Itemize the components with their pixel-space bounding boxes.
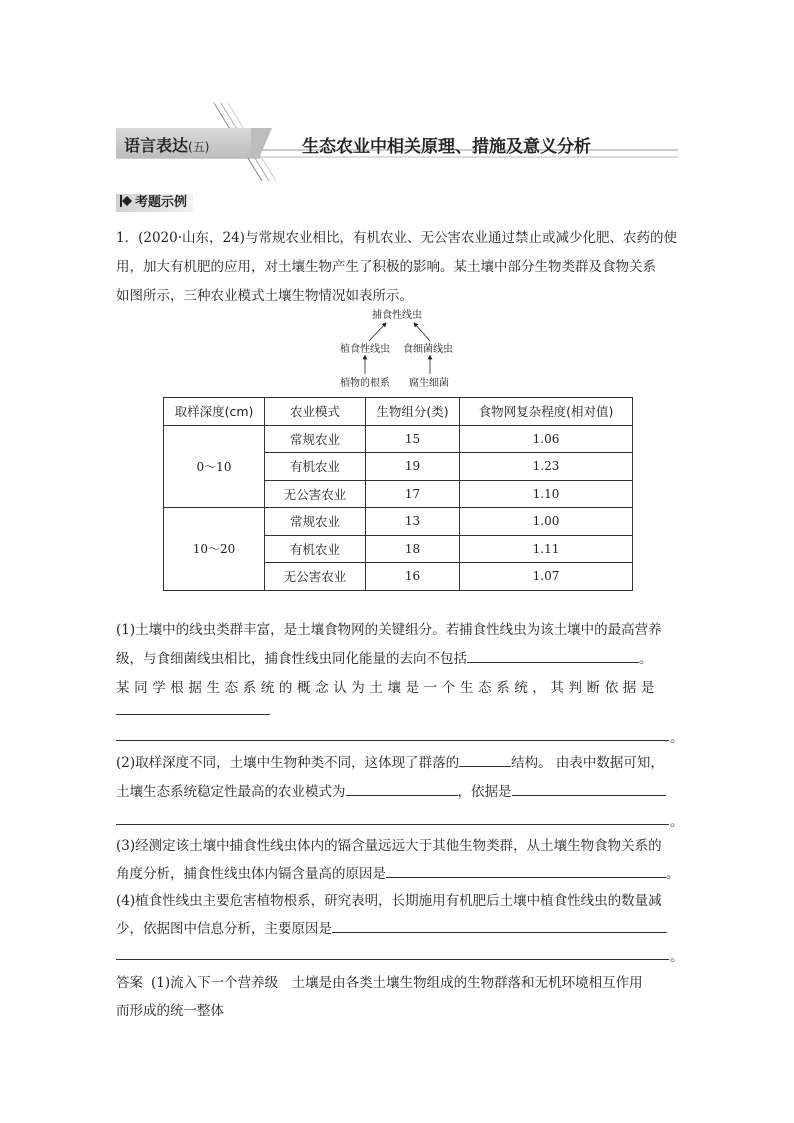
page-title: 生态农业中相关原理、措施及意义分析	[302, 137, 591, 157]
answer-text: (1)流入下一个营养级 土壤是由各类土壤生物组成的生物群落和无机环境相互作用	[151, 975, 643, 991]
part4-line-2-text: 少，依据图中信息分析，主要原因是	[116, 921, 332, 937]
answer-blank[interactable]	[116, 740, 669, 741]
count-cell: 19	[366, 453, 460, 481]
mode-cell: 无公害农业	[265, 563, 366, 591]
table-row	[164, 425, 633, 453]
answer-blank[interactable]	[512, 781, 666, 796]
diagram-arrow	[369, 324, 385, 341]
diagram-node-saprophytic-bacteria: 腐生细菌	[409, 378, 449, 389]
count-cell: 15	[366, 425, 460, 453]
answer-blank[interactable]	[332, 918, 667, 933]
part3-line-1: (3)经测定该土壤中捕食性线虫体内的镉含量远远大于其他生物类群，从土壤生物食物关系的	[116, 838, 662, 854]
depth-cell: 0～10	[164, 425, 265, 508]
part2-line-2	[116, 780, 666, 800]
mode-cell: 常规农业	[265, 425, 366, 453]
depth-cell: 10～20	[164, 508, 265, 591]
complexity-cell: 1.23	[460, 453, 633, 481]
answer-label: 答案	[116, 975, 143, 991]
count-cell: 17	[366, 480, 460, 508]
count-cell: 16	[366, 563, 460, 591]
part4-line-1: (4)植食性线虫主要危害植物根系，研究表明，长期施用有机肥后土壤中植食性线虫的数量减	[116, 893, 662, 909]
answer-blank[interactable]	[467, 648, 639, 663]
question-intro-line-3: 如图所示，三种农业模式土壤生物情况如表所示。	[116, 288, 413, 304]
mode-cell: 有机农业	[265, 453, 366, 481]
mode-cell: 有机农业	[265, 535, 366, 563]
table-header-cell: 取样深度(cm)	[164, 398, 265, 426]
period: 。	[670, 814, 684, 830]
part2-line-1a: (2)取样深度不同，土壤中生物种类不同，这体现了群落的	[116, 755, 460, 771]
complexity-cell: 1.10	[460, 480, 633, 508]
period: 。	[639, 651, 653, 667]
complexity-cell: 1.07	[460, 563, 633, 591]
table-header-cell: 农业模式	[265, 398, 366, 426]
answer-blank[interactable]	[346, 781, 458, 796]
part2-line-2b: ，依据是	[457, 784, 512, 800]
part3-line-2-text: 角度分析，捕食性线虫体内镉含量高的原因是	[116, 866, 386, 882]
diamond-icon	[120, 194, 132, 208]
answer-line-1	[116, 971, 643, 991]
answer-line-2: 而形成的统一整体	[116, 1003, 224, 1019]
banner-label-text: 语言表达	[124, 136, 189, 155]
food-web-diagram	[335, 306, 465, 390]
count-cell: 18	[366, 535, 460, 563]
table-header-cell: 食物网复杂程度(相对值)	[460, 398, 633, 426]
answer-blank[interactable]	[116, 959, 669, 960]
complexity-cell: 1.06	[460, 425, 633, 453]
answer-blank[interactable]	[116, 714, 270, 715]
mode-cell: 常规农业	[265, 508, 366, 536]
table-row	[164, 508, 633, 536]
part2-line-1b: 结构。 由表中数据可知，	[511, 755, 664, 771]
answer-blank[interactable]	[116, 824, 669, 825]
banner-label	[124, 133, 209, 156]
part1-line-3: 某同学根据生态系统的概念认为土壤是一个生态系统，其判断依据是	[116, 680, 659, 696]
answer-blank[interactable]	[386, 863, 666, 878]
part3-line-2	[116, 862, 680, 882]
mode-cell: 无公害农业	[265, 480, 366, 508]
banner-decoration	[0, 0, 794, 190]
table-header-row	[164, 398, 633, 426]
question-intro-line-2: 用，加大有机肥的应用，对土壤生物产生了积极的影响。某土壤中部分生物类群及食物关系	[116, 259, 656, 275]
complexity-cell: 1.00	[460, 508, 633, 536]
section-tag	[116, 194, 193, 212]
header-banner	[0, 0, 794, 190]
question-intro-line-1: 1．(2020·山东，24)与常规农业相比，有机农业、无公害农业通过禁止或减少化肥、农药的使	[116, 230, 677, 246]
part1-line-2-text: 级，与食细菌线虫相比，捕食性线虫同化能量的去向不包括	[116, 651, 467, 667]
diagram-node-bacterivorous-nematode: 食细菌线虫	[403, 344, 453, 355]
part2-line-2a: 土壤生态系统稳定性最高的农业模式为	[116, 784, 346, 800]
part2-line-1	[116, 751, 664, 771]
part4-line-2	[116, 917, 667, 937]
diagram-arrow	[415, 324, 430, 341]
part1-line-2	[116, 647, 653, 667]
table-header-cell: 生物组分(类)	[366, 398, 460, 426]
period: 。	[666, 866, 680, 882]
banner-label-suffix: (五)	[188, 140, 210, 154]
count-cell: 13	[366, 508, 460, 536]
period: 。	[670, 730, 684, 746]
soil-organism-table	[163, 397, 633, 591]
answer-blank[interactable]	[459, 752, 511, 767]
section-tag-text: 考题示例	[135, 195, 188, 210]
diagram-node-plant-roots: 植物的根系	[340, 378, 390, 389]
diagram-node-herbivorous-nematode: 植食性线虫	[340, 344, 390, 355]
complexity-cell: 1.11	[460, 535, 633, 563]
period: 。	[670, 949, 684, 965]
part1-line-1: (1)土壤中的线虫类群丰富，是土壤食物网的关键组分。若捕食性线虫为该土壤中的最高营养	[116, 622, 662, 638]
diagram-node-predatory-nematode: 捕食性线虫	[372, 310, 422, 321]
